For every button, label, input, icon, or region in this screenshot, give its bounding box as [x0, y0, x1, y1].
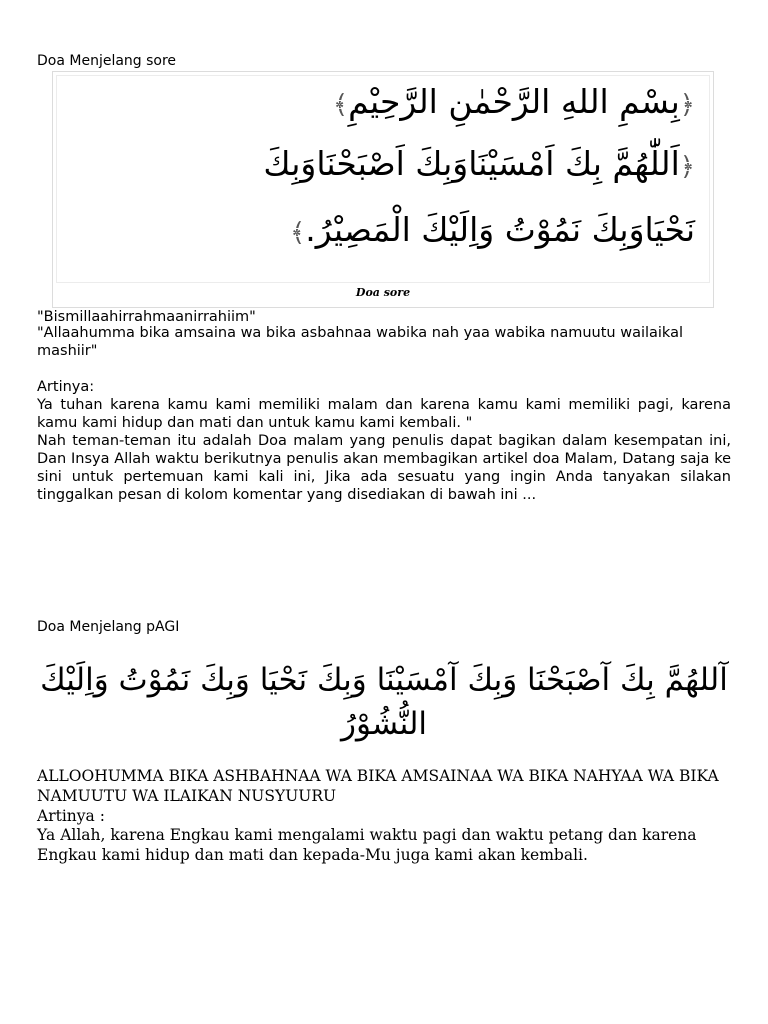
artinya-text: Ya tuhan karena kamu kami memiliki malam dan karena kamu kami memiliki pagi, karena kamu kami hidup dan mati dan untuk kamu kami kembali. " [37, 397, 731, 431]
arabic-line-2 [263, 144, 695, 184]
section-heading-sore: Doa Menjelang sore [37, 53, 177, 69]
figure-caption: Doa sore [355, 286, 411, 299]
closing-paragraph: Nah teman-teman itu adalah Doa malam yang penulis dapat bagikan dalam kesempatan ini, Dan Insya Allah waktu berikutnya penulis akan membagikan artikel doa Malam, Datang saja ke sini untuk pertemuan kami kali ini, Jika ada sesuatu yang ingin Anda tanyakan silakan tinggalkan pesan di kolom komentar yang disediakan di bawah ini ... [37, 433, 731, 503]
arabic-line-3 [290, 210, 695, 250]
doa-sore-figure [52, 71, 714, 308]
ornament-icon: ﴾ [332, 90, 349, 120]
ornament-icon: ﴿ [679, 90, 695, 120]
transliteration-doa-sore: "Allaahumma bika amsaina wa bika asbahnaa wabika nah yaa wabika namuutu wailaikal mashiir" [37, 325, 683, 359]
arabic-image-frame [56, 75, 710, 283]
arabic-doa-pagi: آللهُمَّ بِكَ آصْبَحْنَا وَبِكَ آمْسَيْنَا وَبِكَ نَحْيَا وَبِكَ نَمُوْتُ وَاِلَيْكَ النُّشُوْرُ [40, 662, 728, 742]
arabic-line-basmalah [333, 82, 695, 122]
artinya-text-pagi: Ya Allah, karena Engkau kami mengalami waktu pagi dan waktu petang dan karena Engkau kami hidup dan mati dan kepada-Mu juga kami akan kembali. [37, 826, 697, 864]
artinya-label: Artinya: [37, 379, 95, 395]
transliteration-doa-pagi: ALLOOHUMMA BIKA ASHBAHNAA WA BIKA AMSAINAA WA BIKA NAHYAA WA BIKA NAMUUTU WA ILAIKAN NUSYUURU [37, 767, 719, 805]
transliteration-basmalah: "Bismillaahirrahmaanirrahiim" [37, 309, 256, 325]
arabic-text: اَللّٰهُمَّ بِكَ اَمْسَيْنَاوَبِكَ اَصْبَحْنَاوَبِكَ [263, 144, 680, 183]
artinya-label-pagi: Artinya : [37, 807, 105, 825]
ornament-icon: ﴾ [289, 218, 306, 248]
arabic-text: نَحْيَاوَبِكَ نَمُوْتُ وَاِلَيْكَ الْمَصِيْرُ. [305, 210, 695, 249]
ornament-icon: ﴿ [679, 152, 695, 182]
arabic-text: بِسْمِ اللهِ الرَّحْمٰنِ الرَّحِيْمِ [348, 82, 680, 121]
section-heading-pagi: Doa Menjelang pAGI [37, 619, 180, 635]
